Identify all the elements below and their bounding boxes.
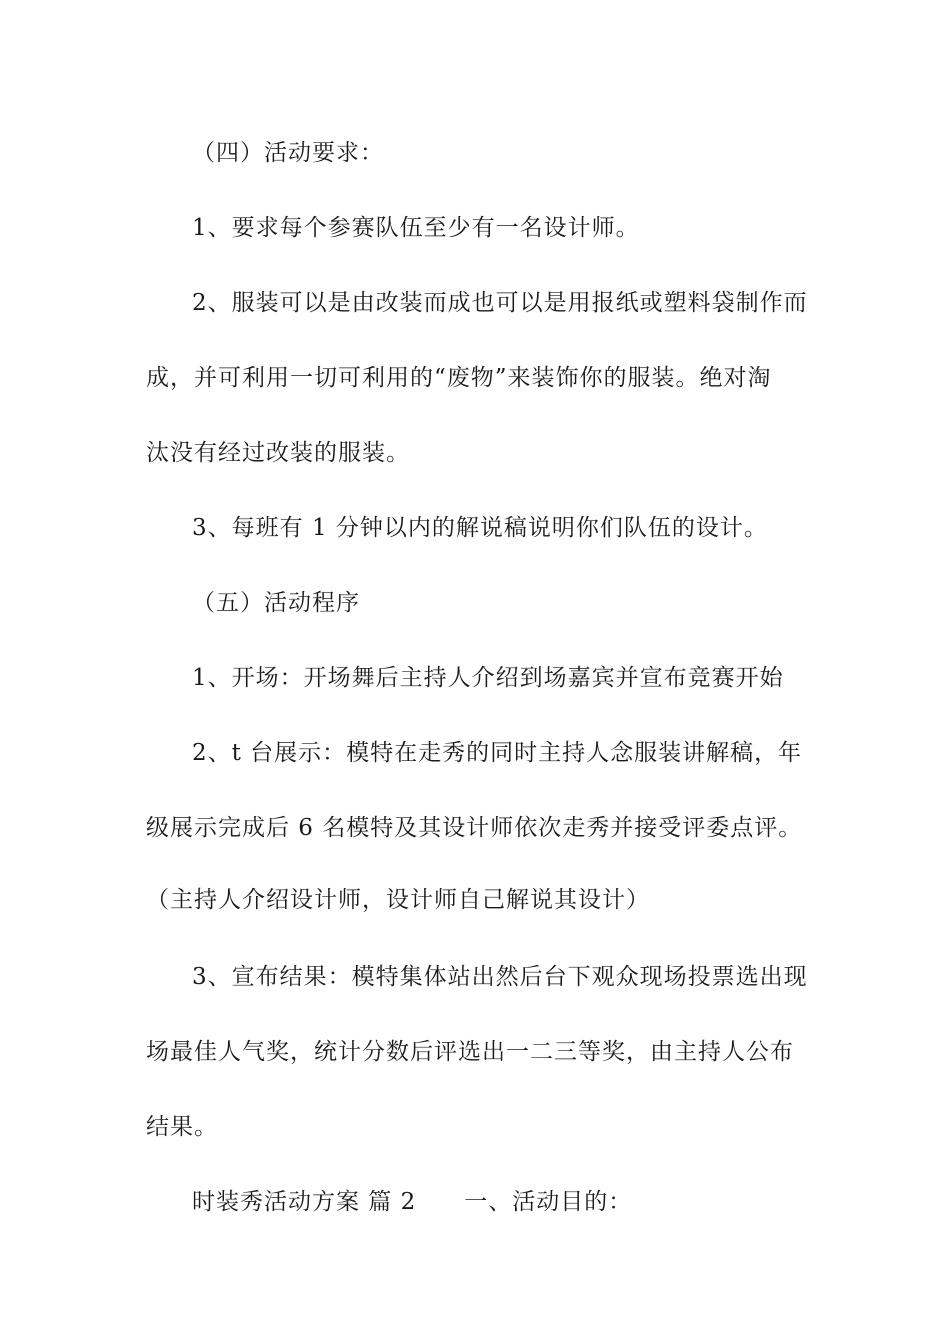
section-heading-requirements: （四）活动要求： (192, 140, 384, 166)
section-heading-purpose: 一、活动目的： (464, 1189, 633, 1215)
paragraph-line: 级展示完成后 6 名模特及其设计师依次走秀并接受评委点评。 (146, 815, 803, 841)
paragraph-line: 3、宣布结果：模特集体站出然后台下观众现场投票选出现 (192, 964, 808, 990)
paragraph-line: 汰没有经过改装的服装。 (146, 440, 410, 466)
paragraph-line: 3、每班有 1 分钟以内的解说稿说明你们队伍的设计。 (192, 515, 768, 541)
paragraph-line: 成，并可利用一切可利用的“废物”来装饰你的服装。绝对淘 (146, 365, 772, 391)
paragraph-line: 2、t 台展示：模特在走秀的同时主持人念服装讲解稿，年 (192, 740, 803, 766)
paragraph-line: 结果。 (146, 1114, 218, 1140)
section-heading-procedure: （五）活动程序 (192, 590, 360, 616)
paragraph-line: 1、要求每个参赛队伍至少有一名设计师。 (192, 215, 640, 241)
paragraph-line: 2、服装可以是由改装而成也可以是用报纸或塑料袋制作而 (192, 290, 808, 316)
paragraph-line: 1、开场：开场舞后主持人介绍到场嘉宾并宣布竞赛开始 (192, 665, 784, 691)
paragraph-line: 场最佳人气奖，统计分数后评选出一二三等奖，由主持人公布 (146, 1039, 794, 1065)
document-title-line (192, 1187, 862, 1217)
paragraph-line: （主持人介绍设计师，设计师自己解说其设计） (146, 887, 650, 913)
document-title: 时装秀活动方案 篇 2 (192, 1189, 417, 1215)
